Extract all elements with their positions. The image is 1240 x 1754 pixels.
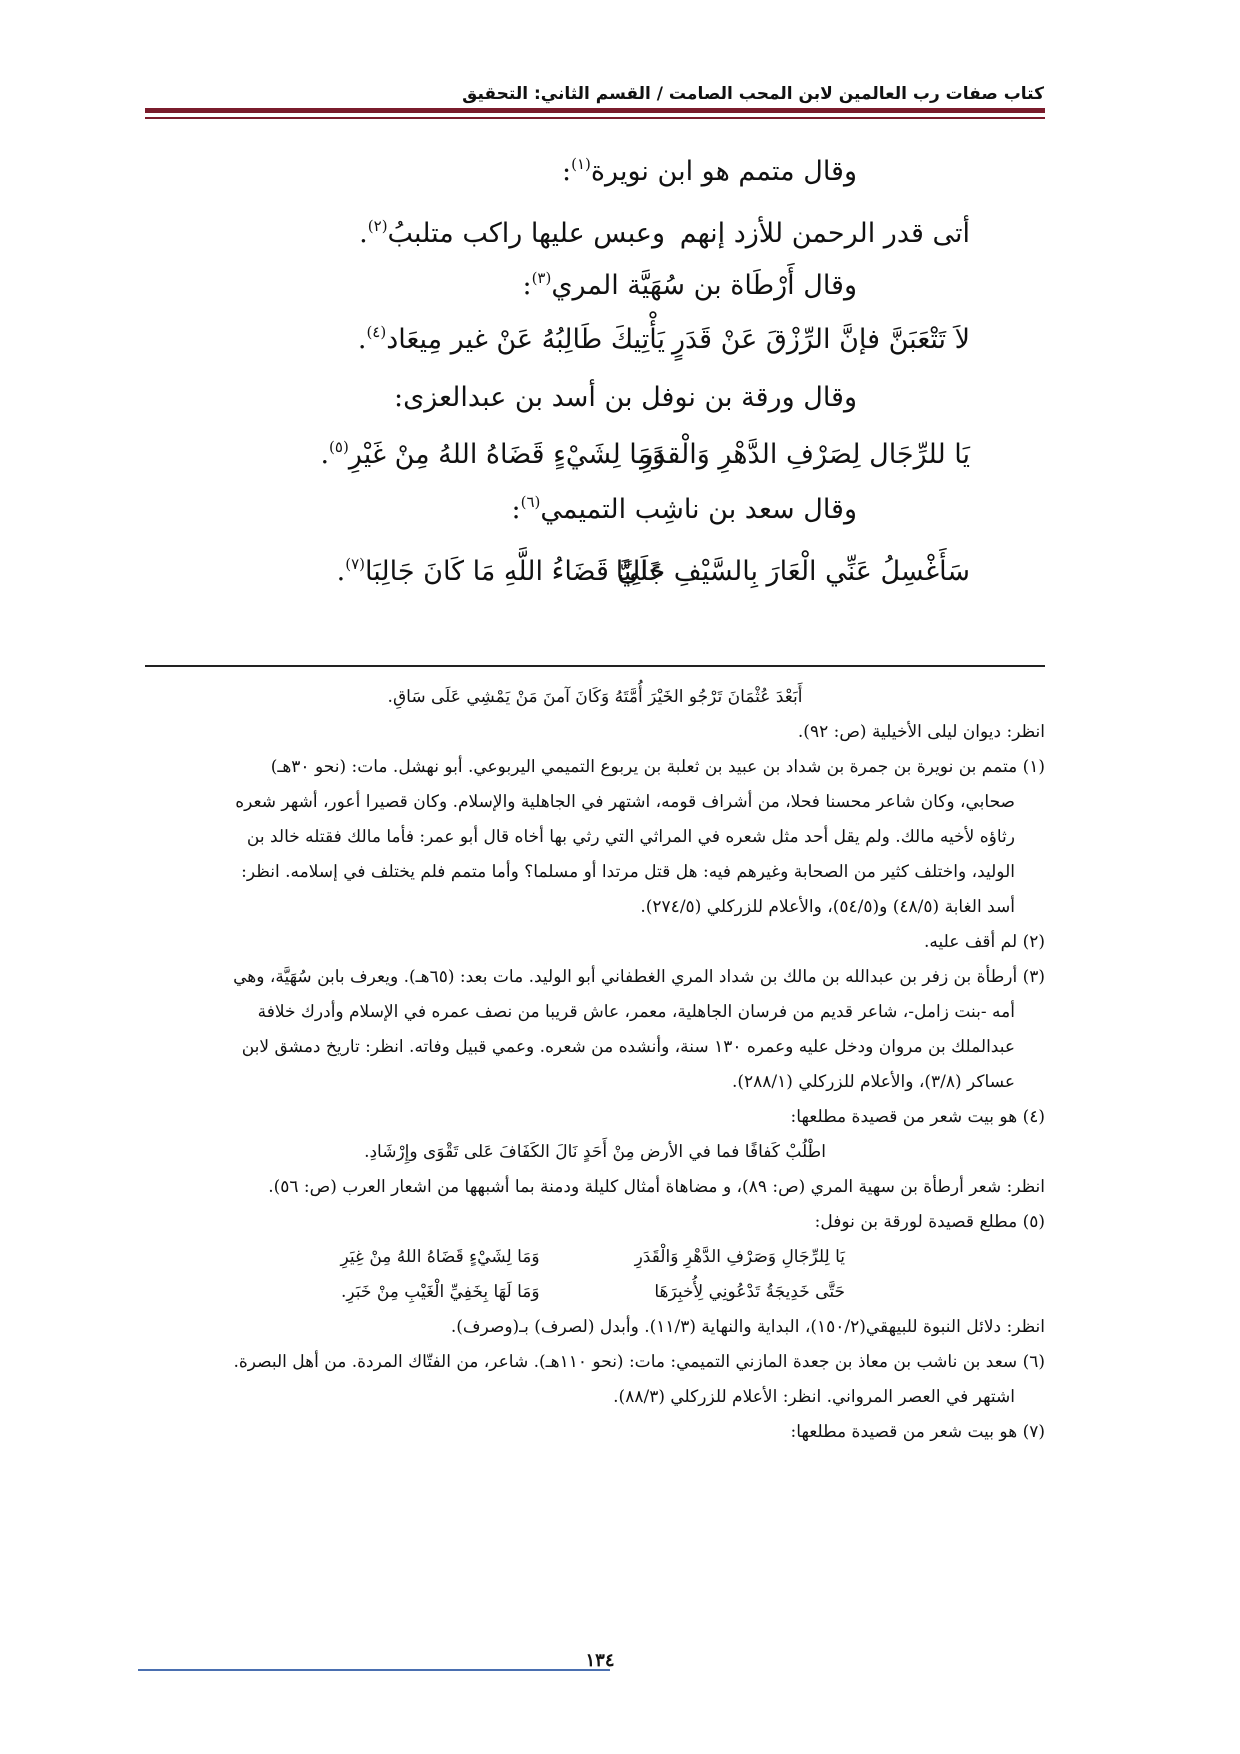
footnote-ref: (٢)	[367, 217, 388, 235]
verse-hemistich-right: يَا للرِّجَال لِصَرْفِ الدَّهْرِ وَالْقدَرِ	[640, 439, 970, 470]
running-header-title: كتاب صفات رب العالمين لابن المحب الصامت / القسم الثاني: التحقيق	[462, 84, 1044, 104]
footnote-5-verse-2	[145, 1275, 1045, 1310]
verse-text: يَأْتِيكَ طَالِبُهُ عَنْ غير مِيعَاد	[386, 324, 665, 355]
footnote-3-line-3: عبدالملك بن مروان ودخل عليه وعمره ١٣٠ سنة، وأنشده من شعره. وعمي قبيل وفاته. انظر: تاريخ دمشق لابن	[241, 1037, 1015, 1057]
verse-hemistich-left: عَلَيَّ قَضَاءُ اللَّهِ مَا كَانَ جَالِبَا$^{(٧)}$.	[336, 555, 665, 587]
verse-hemistich-right: حَتَّى خَدِيجَةُ تَدْعُونِي لِأُخبِرَهَا	[654, 1282, 845, 1302]
verse-hemistich-left: وَمَا لِشَيْءٍ قَضَاهُ اللهُ مِنْ غِيَرِ	[340, 1247, 540, 1267]
footnote-3-line-4: عساكر (٣/٨)، والأعلام للزركلي (٢٨٨/١).	[731, 1072, 1015, 1092]
colon: :	[562, 156, 572, 187]
footer-rule-left	[138, 1669, 548, 1671]
footnote-ref: (٥)	[329, 438, 349, 456]
footnote-ref: (١)	[571, 155, 591, 173]
colon: :	[522, 270, 532, 301]
footnote-4-verse: اطْلُبْ كَفافًا فما في الأرض مِنْ أَحَدٍ نَالَ الكَفَافَ عَلى تَقْوَى وإِرْشَادِ.	[364, 1142, 826, 1162]
footnote-ref: (٤)	[366, 323, 387, 341]
intro-line-1	[0, 152, 1240, 192]
footnote-3-line-2: أمه -بنت زامل-، شاعر قديم من فرسان الجاهلية، معمر، عاش قريبا من نصف عمره في الإسلام وأدرك خلافة	[257, 1002, 1015, 1022]
intro-line-3: وقال ورقة بن نوفل بن أسد بن عبدالعزى:	[394, 382, 857, 413]
header-rule-thin	[145, 117, 1045, 119]
verse-line-2	[240, 320, 970, 360]
footnote-ref: (٦)	[520, 493, 541, 511]
verse-hemistich-right: أتى قدر الرحمن للأزد إنهم	[679, 218, 970, 249]
footnote-5: (٥) مطلع قصيدة لورقة بن نوفل:	[814, 1212, 1045, 1232]
verse-hemistich-right: لاَ تَتْعَبَنَّ فإنَّ الرِّزْقَ عَنْ قَدَرٍ	[671, 324, 970, 355]
verse-hemistich-left: يَأْتِيكَ طَالِبُهُ عَنْ غير مِيعَاد$^{(٤)}$.	[357, 323, 665, 355]
footnote-7: (٧) هو بيت شعر من قصيدة مطلعها:	[790, 1422, 1045, 1442]
verse-line-4	[240, 552, 970, 592]
footnotes-area	[145, 680, 1045, 1450]
verse-text: وَمَا لِشَيْءٍ قَضَاهُ اللهُ مِنْ غَيْرِ	[348, 439, 665, 470]
footnote-2: (٢) لم أقف عليه.	[924, 932, 1045, 952]
footnote-separator	[145, 665, 1045, 667]
header-rule-thick	[145, 108, 1045, 113]
footnote-1-line-3: رثاؤه لأخيه مالك. ولم يقل أحد مثل شعره في المراثي التي رثي بها أخاه قال أبو عمر: فأما مالك فقتله خالد بن	[246, 827, 1015, 847]
verse-hemistich-left: وعبس عليها راكب متلببُ$^{(٢)}$.	[359, 217, 665, 249]
footnote-4-source: انظر: شعر أرطأة بن سهية المري (ص: ٨٩)، و مضاهاة أمثال كليلة ودمنة بما أشبهها من اشعار العرب (ص: ٥٦).	[268, 1177, 1045, 1197]
footnote-5-source: انظر: دلائل النبوة للبيهقي(١٥٠/٢)، البداية والنهاية (١١/٣). وأبدل (لصرف) بـ(وصرف).	[450, 1317, 1045, 1337]
verse-text: عَلَيَّ قَضَاءُ اللَّهِ مَا كَانَ جَالِبَا	[365, 556, 665, 587]
intro-text: وقال متمم هو ابن نويرة	[590, 156, 857, 187]
footnote-3-line-1: (٣) أرطأة بن زفر بن عبدالله بن مالك بن شداد المري الغطفاني أبو الوليد. مات بعد: (٦٥هـ). ويعرف بابن سُهَيَّة، وهي	[233, 967, 1045, 987]
footnote-1-line-2: صحابي، وكان شاعر محسنا فحلا، من أشراف قومه، اشتهر في الجاهلية والإسلام. وكان قصيرا أعور، أشهر شعره	[235, 792, 1015, 812]
intro-line-2	[0, 266, 1240, 306]
verse-hemistich-left: وَمَا لِشَيْءٍ قَضَاهُ اللهُ مِنْ غَيْرِ$^{(٥)}$.	[320, 438, 665, 470]
intro-text: وقال سعد بن ناشِب التميمي	[540, 494, 857, 525]
verse-hemistich-left: وَمَا لَهَا بِخَفِيِّ الْغَيْبِ مِنْ خَبَرِ.	[341, 1282, 540, 1302]
colon: :	[511, 494, 521, 525]
footnote-4: (٤) هو بيت شعر من قصيدة مطلعها:	[790, 1107, 1045, 1127]
footnote-ref: (٧)	[345, 555, 366, 573]
footnote-carry-source: انظر: ديوان ليلى الأخيلية (ص: ٩٢).	[797, 722, 1045, 742]
footnote-carry-verse: أَبَعْدَ عُثْمَانَ تَرْجُو الخَيْرَ أُمَّتَهُ وَكَانَ آمنَ مَنْ يَمْشِي عَلَى سَاقِ.	[387, 687, 803, 707]
footnote-5-verse-1	[145, 1240, 1045, 1275]
verse-line-3	[240, 435, 970, 475]
verse-hemistich-right: يَا لِلرِّجَالِ وَصَرْفِ الدَّهْرِ وَالْقَدَرِ	[634, 1247, 845, 1267]
intro-line-4	[0, 490, 1240, 530]
verse-text: وعبس عليها راكب متلببُ	[387, 218, 665, 249]
intro-text: وقال أَرْطَاة بن سُهَيَّة المري	[551, 270, 857, 301]
footnote-6-line-2: اشتهر في العصر المرواني. انظر: الأعلام للزركلي (٨٨/٣).	[613, 1387, 1015, 1407]
footnote-6-line-1: (٦) سعد بن ناشب بن معاذ بن جعدة المازني التميمي: مات: (نحو ١١٠هـ). شاعر، من الفتّاك المردة. من أهل البصرة.	[233, 1352, 1045, 1372]
footnote-1-line-4: الوليد، واختلف كثير من الصحابة وغيرهم فيه: هل قتل مرتدا أو مسلما؟ وأما متمم فلم يختلف في إسلامه. انظر:	[241, 862, 1015, 882]
page-number: ١٣٤	[585, 1650, 615, 1671]
verse-hemistich-right: سَأَغْسِلُ عَنِّي الْعَارَ بِالسَّيْفِ جَالِبًا	[615, 556, 970, 587]
footnote-1-line-1: (١) متمم بن نويرة بن جمرة بن شداد بن عبيد بن ثعلبة بن يربوع التميمي اليربوعي. أبو نهشل. مات: (نحو ٣٠هـ)	[270, 757, 1045, 777]
footnote-1-line-5: أسد الغابة (٤٨/٥) و(٥٤/٥)، والأعلام للزركلي (٢٧٤/٥).	[640, 897, 1015, 917]
footnote-ref: (٣)	[531, 269, 552, 287]
verse-line-1	[240, 214, 970, 254]
